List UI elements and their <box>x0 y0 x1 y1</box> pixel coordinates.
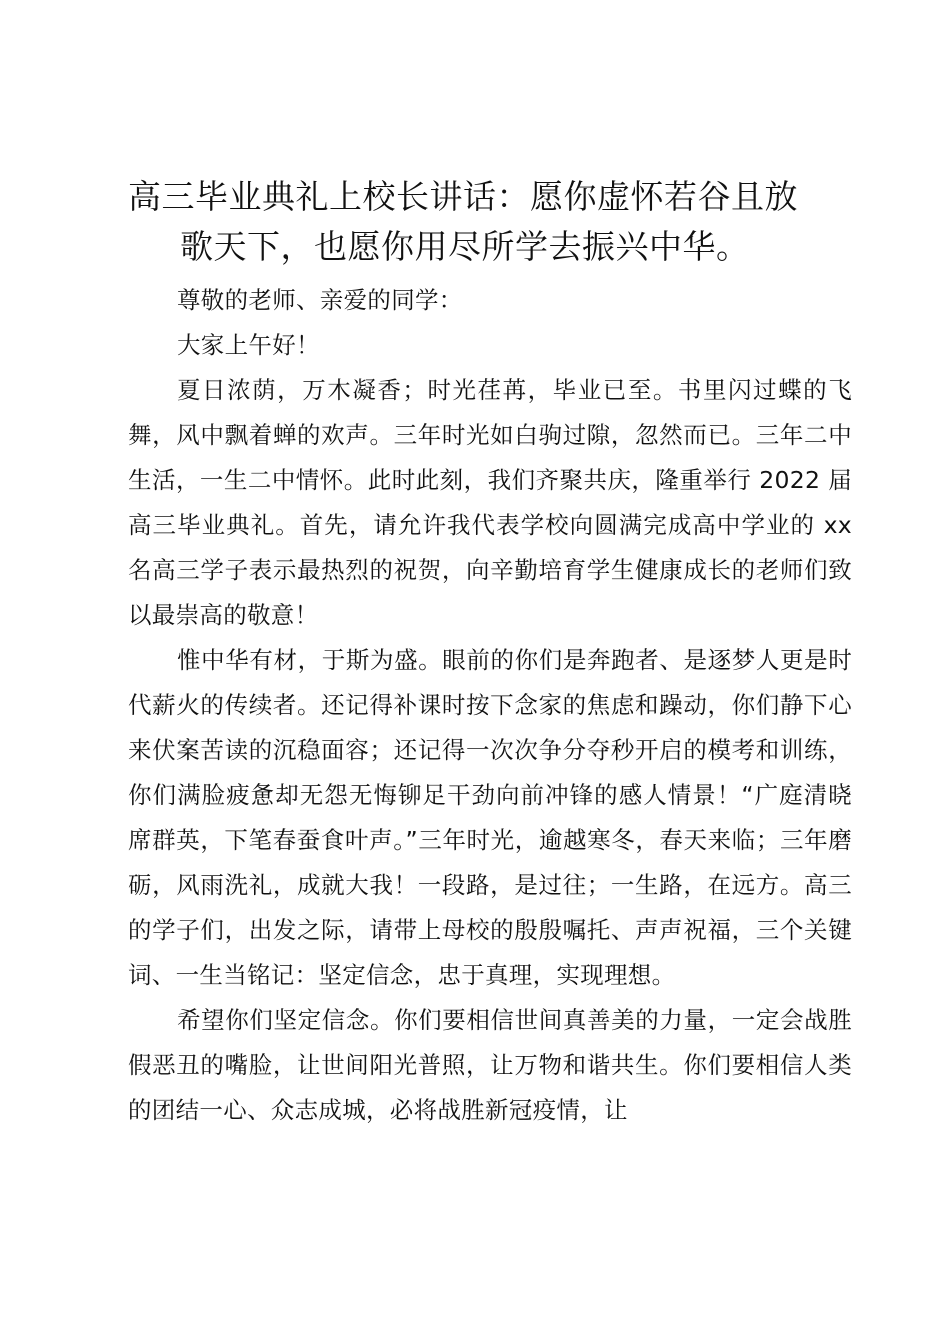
body-paragraph-2: 惟中华有材，于斯为盛。眼前的你们是奔跑者、是逐梦人更是时代薪火的传续者。还记得补课时按下念家的焦虑和躁动，你们静下心来伏案苦读的沉稳面容；还记得一次次争分夺秒开启的模考和训练，你们满脸疲惫却无怨无悔铆足干劲向前冲锋的感人情景！“广庭清晓席群英，下笔春蚕食叶声。”三年时光，逾越寒冬，春天来临；三年磨砺，风雨洗礼，成就大我！一段路，是过往；一生路，在远方。高三的学子们，出发之际，请带上母校的殷殷嘱托、声声祝福，三个关键词、一生当铭记：坚定信念，忠于真理，实现理想。 <box>128 646 852 989</box>
title-line-2: 歌天下，也愿你用尽所学去振兴中华。 <box>180 227 750 266</box>
body-paragraph-1: 夏日浓荫，万木凝香；时光荏苒，毕业已至。书里闪过蝶的飞舞，风中飘着蝉的欢声。三年时光如白驹过隙，忽然而已。三年二中生活，一生二中情怀。此时此刻，我们齐聚共庆，隆重举行 2022 届高三毕业典礼。首先，请允许我代表学校向圆满完成高中学业的 xx 名高三学子表示最热烈的祝贺，向辛勤培育学生健康成长的老师们致以最崇高的敬意！ <box>128 376 852 629</box>
title-line-1: 高三毕业典礼上校长讲话：愿你虚怀若谷且放 <box>128 177 798 216</box>
salutation: 尊敬的老师、亲爱的同学： <box>177 286 463 314</box>
document-title <box>128 172 848 272</box>
body-paragraph-3: 希望你们坚定信念。你们要相信世间真善美的力量，一定会战胜假恶丑的嘴脸，让世间阳光普照，让万物和谐共生。你们要相信人类的团结一心、众志成城，必将战胜新冠疫情，让 <box>128 1006 852 1124</box>
greeting: 大家上午好！ <box>177 331 320 359</box>
document-body <box>128 278 852 1133</box>
